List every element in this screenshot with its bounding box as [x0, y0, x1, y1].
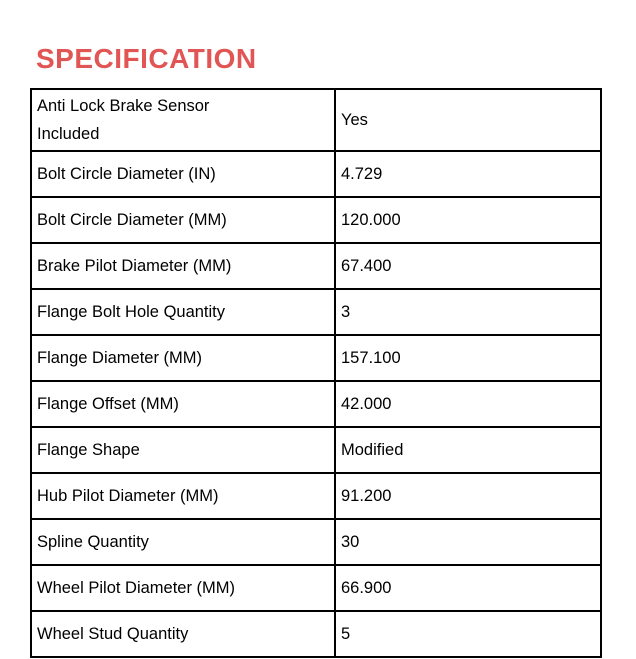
spec-value: 91.200	[341, 487, 392, 505]
spec-value-cell	[335, 611, 601, 657]
spec-value-cell	[335, 197, 601, 243]
spec-label: Brake Pilot Diameter (MM)	[37, 257, 232, 275]
spec-label-cell	[31, 427, 335, 473]
table-row	[31, 473, 601, 519]
spec-label: Flange Bolt Hole Quantity	[37, 303, 226, 321]
spec-label-cell	[31, 335, 335, 381]
spec-value: 3	[341, 303, 351, 321]
spec-label-cell	[31, 89, 335, 151]
table-row	[31, 381, 601, 427]
table-row	[31, 151, 601, 197]
spec-value: 5	[341, 625, 351, 643]
spec-label: Bolt Circle Diameter (IN)	[37, 165, 216, 183]
spec-value-cell	[335, 243, 601, 289]
spec-label: Hub Pilot Diameter (MM)	[37, 487, 219, 505]
spec-value-cell	[335, 473, 601, 519]
spec-label: Flange Diameter (MM)	[37, 349, 203, 367]
spec-label: Spline Quantity	[37, 533, 149, 551]
spec-label: Wheel Pilot Diameter (MM)	[37, 579, 236, 597]
spec-value-cell	[335, 335, 601, 381]
spec-value: 67.400	[341, 257, 392, 275]
spec-label-cell	[31, 565, 335, 611]
spec-value-cell	[335, 289, 601, 335]
spec-value-cell	[335, 565, 601, 611]
spec-label-cell	[31, 197, 335, 243]
spec-label: Bolt Circle Diameter (MM)	[37, 211, 227, 229]
spec-value-cell	[335, 151, 601, 197]
spec-value: Modified	[341, 441, 404, 459]
spec-value: 157.100	[341, 349, 401, 367]
specification-heading: SPECIFICATION	[36, 43, 257, 74]
spec-label: Anti Lock Brake Sensor Included	[37, 97, 210, 143]
table-row	[31, 335, 601, 381]
spec-label: Flange Offset (MM)	[37, 395, 179, 413]
table-row	[31, 89, 601, 151]
spec-label-cell	[31, 243, 335, 289]
spec-label-cell	[31, 381, 335, 427]
spec-label-cell	[31, 519, 335, 565]
specification-table-body	[31, 89, 601, 657]
spec-label: Flange Shape	[37, 441, 140, 459]
spec-value: Yes	[341, 111, 368, 129]
spec-label: Wheel Stud Quantity	[37, 625, 189, 643]
table-row	[31, 197, 601, 243]
spec-value: 42.000	[341, 395, 392, 413]
spec-value: 120.000	[341, 211, 401, 229]
spec-label-cell	[31, 611, 335, 657]
table-row	[31, 565, 601, 611]
spec-value-cell	[335, 381, 601, 427]
spec-label-cell	[31, 289, 335, 335]
table-row	[31, 519, 601, 565]
table-row	[31, 427, 601, 473]
spec-value: 4.729	[341, 165, 383, 183]
spec-value-cell	[335, 427, 601, 473]
spec-value-cell	[335, 89, 601, 151]
spec-value: 30	[341, 533, 360, 551]
table-row	[31, 243, 601, 289]
specification-table	[30, 88, 602, 658]
table-row	[31, 611, 601, 657]
spec-value-cell	[335, 519, 601, 565]
spec-label-cell	[31, 473, 335, 519]
spec-label-cell	[31, 151, 335, 197]
table-row	[31, 289, 601, 335]
spec-value: 66.900	[341, 579, 392, 597]
